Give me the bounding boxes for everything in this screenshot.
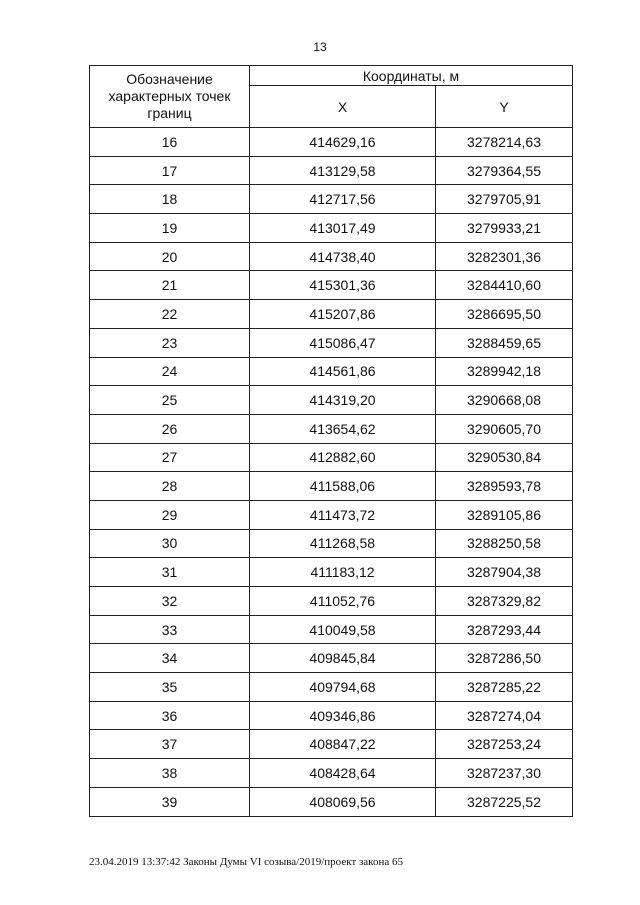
- x-cell: 408847,22: [250, 730, 436, 759]
- y-cell: 3279933,21: [436, 214, 573, 243]
- y-cell: 3287285,22: [436, 673, 573, 702]
- x-cell: 412882,60: [250, 443, 436, 472]
- point-cell: 24: [90, 357, 250, 386]
- point-cell: 26: [90, 414, 250, 443]
- table-row: [90, 414, 573, 443]
- point-cell: 33: [90, 615, 250, 644]
- point-cell: 20: [90, 242, 250, 271]
- table-row: [90, 701, 573, 730]
- table-row: [90, 128, 573, 157]
- y-cell: 3290530,84: [436, 443, 573, 472]
- x-cell: 411473,72: [250, 500, 436, 529]
- point-cell: 19: [90, 214, 250, 243]
- x-cell: 411183,12: [250, 558, 436, 587]
- y-cell: 3284410,60: [436, 271, 573, 300]
- y-cell: 3287225,52: [436, 787, 573, 816]
- table-row: [90, 615, 573, 644]
- y-column-header: Y: [436, 86, 573, 128]
- point-cell: 23: [90, 328, 250, 357]
- x-cell: 415086,47: [250, 328, 436, 357]
- y-cell: 3287904,38: [436, 558, 573, 587]
- y-cell: 3278214,63: [436, 128, 573, 157]
- point-cell: 35: [90, 673, 250, 702]
- y-cell: 3287237,30: [436, 759, 573, 788]
- y-cell: 3288459,65: [436, 328, 573, 357]
- y-cell: 3289105,86: [436, 500, 573, 529]
- table-row: [90, 472, 573, 501]
- y-cell: 3282301,36: [436, 242, 573, 271]
- point-cell: 21: [90, 271, 250, 300]
- y-cell: 3289942,18: [436, 357, 573, 386]
- y-cell: 3287286,50: [436, 644, 573, 673]
- table-row: [90, 185, 573, 214]
- table-row: [90, 386, 573, 415]
- point-cell: 22: [90, 300, 250, 329]
- point-cell: 27: [90, 443, 250, 472]
- table-row: [90, 587, 573, 616]
- x-cell: 414629,16: [250, 128, 436, 157]
- x-cell: 413654,62: [250, 414, 436, 443]
- table-row: [90, 214, 573, 243]
- y-cell: 3288250,58: [436, 529, 573, 558]
- point-cell: 32: [90, 587, 250, 616]
- point-cell: 39: [90, 787, 250, 816]
- point-cell: 29: [90, 500, 250, 529]
- page-number: 13: [313, 40, 327, 54]
- point-cell: 18: [90, 185, 250, 214]
- table-row: [90, 730, 573, 759]
- point-cell: 16: [90, 128, 250, 157]
- table-row: [90, 529, 573, 558]
- point-cell: 25: [90, 386, 250, 415]
- x-cell: 411052,76: [250, 587, 436, 616]
- y-cell: 3287293,44: [436, 615, 573, 644]
- x-cell: 408428,64: [250, 759, 436, 788]
- point-cell: 17: [90, 156, 250, 185]
- x-cell: 410049,58: [250, 615, 436, 644]
- y-cell: 3290668,08: [436, 386, 573, 415]
- y-cell: 3286695,50: [436, 300, 573, 329]
- y-cell: 3290605,70: [436, 414, 573, 443]
- x-cell: 414319,20: [250, 386, 436, 415]
- point-cell: 28: [90, 472, 250, 501]
- x-column-header: X: [250, 86, 436, 128]
- footer-stamp: 23.04.2019 13:37:42 Законы Думы VI созыва/2019/проект закона 65: [89, 856, 403, 868]
- table-row: [90, 759, 573, 788]
- point-cell: 38: [90, 759, 250, 788]
- point-column-header: Обозначение характерных точек границ: [90, 66, 250, 128]
- point-cell: 37: [90, 730, 250, 759]
- coordinates-header: Координаты, м: [250, 66, 573, 86]
- y-cell: 3287329,82: [436, 587, 573, 616]
- x-cell: 415207,86: [250, 300, 436, 329]
- y-cell: 3287253,24: [436, 730, 573, 759]
- x-cell: 412717,56: [250, 185, 436, 214]
- point-cell: 34: [90, 644, 250, 673]
- x-cell: 414738,40: [250, 242, 436, 271]
- table-row: [90, 443, 573, 472]
- table-row: [90, 673, 573, 702]
- table-row: [90, 242, 573, 271]
- table-row: [90, 328, 573, 357]
- table-row: [90, 644, 573, 673]
- x-cell: 413017,49: [250, 214, 436, 243]
- table-row: [90, 558, 573, 587]
- y-cell: 3289593,78: [436, 472, 573, 501]
- x-cell: 415301,36: [250, 271, 436, 300]
- table-body: [90, 128, 573, 817]
- x-cell: 409794,68: [250, 673, 436, 702]
- y-cell: 3287274,04: [436, 701, 573, 730]
- table-row: [90, 500, 573, 529]
- x-cell: 409346,86: [250, 701, 436, 730]
- x-cell: 413129,58: [250, 156, 436, 185]
- table-row: [90, 357, 573, 386]
- x-cell: 414561,86: [250, 357, 436, 386]
- point-cell: 31: [90, 558, 250, 587]
- table-row: [90, 787, 573, 816]
- x-cell: 408069,56: [250, 787, 436, 816]
- table-row: [90, 156, 573, 185]
- table-row: [90, 300, 573, 329]
- x-cell: 411588,06: [250, 472, 436, 501]
- y-cell: 3279705,91: [436, 185, 573, 214]
- point-cell: 36: [90, 701, 250, 730]
- table-row: [90, 271, 573, 300]
- x-cell: 411268,58: [250, 529, 436, 558]
- y-cell: 3279364,55: [436, 156, 573, 185]
- point-cell: 30: [90, 529, 250, 558]
- coordinates-table: [89, 65, 573, 817]
- x-cell: 409845,84: [250, 644, 436, 673]
